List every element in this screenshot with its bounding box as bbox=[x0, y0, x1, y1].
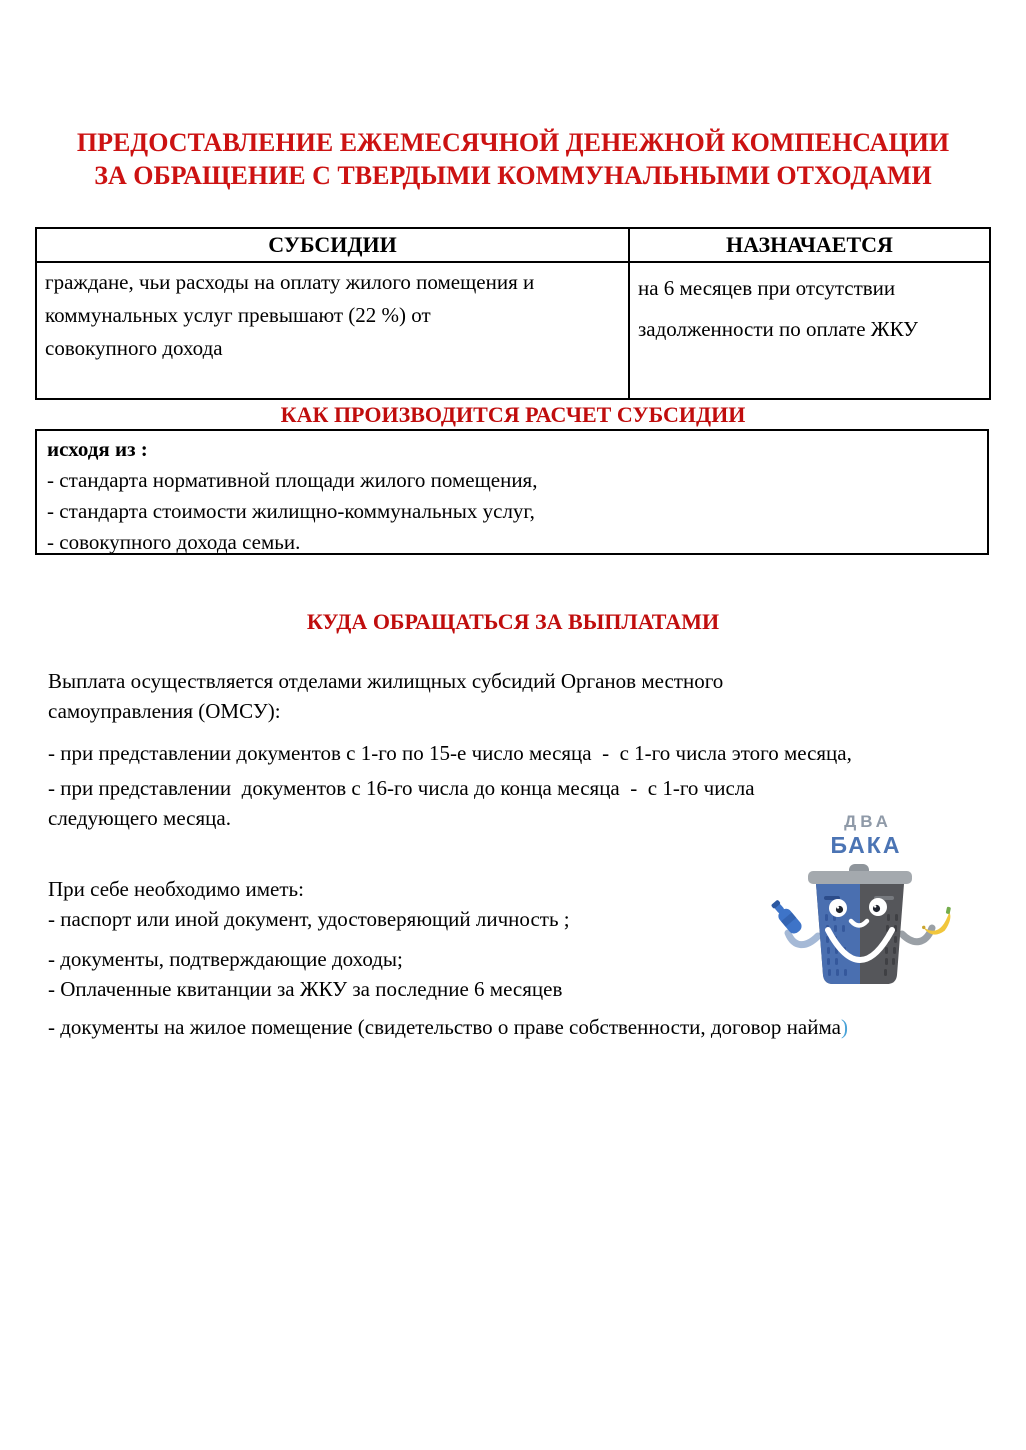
logo-word-dva: ДВА bbox=[844, 812, 892, 831]
left-arm bbox=[788, 933, 818, 945]
page-title bbox=[0, 126, 1026, 192]
where-heading: КУДА ОБРАЩАТЬСЯ ЗА ВЫПЛАТАМИ bbox=[306, 609, 720, 634]
payment-intro-line: Выплата осуществляется отделами жилищных субсидий Органов местного bbox=[48, 669, 724, 693]
payment-bullet-line: следующего месяца. bbox=[48, 806, 231, 830]
assigned-line: задолженности по оплате ЖКУ bbox=[638, 317, 919, 341]
calc-item: - стандарта стоимости жилищно-коммунальных услуг, bbox=[47, 499, 535, 523]
calc-box-lead: исходя из : bbox=[47, 437, 148, 461]
page-title-line2: ЗА ОБРАЩЕНИЕ С ТВЕРДЫМИ КОММУНАЛЬНЫМИ ОТХОДАМИ bbox=[94, 161, 932, 190]
documents-item-text: - документы на жилое помещение (свидетельство о праве собственности, договор найма bbox=[48, 1015, 841, 1039]
payment-info bbox=[48, 666, 998, 833]
page-title-line1: ПРЕДОСТАВЛЕНИЕ ЕЖЕМЕСЯЧНОЙ ДЕНЕЖНОЙ КОМПЕНСАЦИИ bbox=[76, 128, 950, 157]
payment-intro-line: самоуправления (ОМСУ): bbox=[48, 699, 281, 723]
documents-item: - паспорт или иной документ, удостоверяющий личность ; bbox=[48, 907, 570, 931]
assigned-line: на 6 месяцев при отсутствии bbox=[638, 276, 896, 300]
banana-icon bbox=[919, 906, 955, 937]
calc-box bbox=[35, 429, 989, 555]
payment-bullet-line: - при представлении документов с 16-го числа до конца месяца - с 1-го числа bbox=[48, 776, 755, 800]
subsidies-line: совокупного дохода bbox=[45, 336, 223, 360]
documents-item: - Оплаченные квитанции за ЖКУ за последние 6 месяцев bbox=[48, 977, 563, 1001]
bin-lid bbox=[808, 871, 912, 884]
logo-word-baka: БАКА bbox=[830, 832, 902, 858]
calc-item: - стандарта нормативной площади жилого помещения, bbox=[47, 468, 538, 492]
documents-title: При себе необходимо иметь: bbox=[48, 877, 304, 901]
two-bins-logo bbox=[766, 812, 966, 1018]
table-header-assigned: НАЗНАЧАЕТСЯ bbox=[629, 228, 990, 262]
payment-bullet: - при представлении документов с 1-го по 15-е число месяца - с 1-го числа этого месяца, bbox=[48, 741, 852, 765]
table-header-subsidies: СУБСИДИИ bbox=[36, 228, 629, 262]
closing-paren: ) bbox=[840, 1015, 848, 1039]
table-header-row bbox=[36, 228, 990, 262]
table-cell-assigned bbox=[629, 262, 990, 399]
documents-item: - документы, подтверждающие доходы; bbox=[48, 947, 403, 971]
calc-item: - совокупного дохода семьи. bbox=[47, 530, 301, 554]
calc-heading: КАК ПРОИЗВОДИТСЯ РАСЧЕТ СУБСИДИИ bbox=[280, 402, 746, 427]
trash-bin-icon bbox=[766, 862, 966, 1012]
subsidies-line: граждане, чьи расходы на оплату жилого помещения и bbox=[45, 270, 535, 294]
table-cell-subsidies bbox=[36, 262, 629, 399]
table-row bbox=[36, 262, 990, 399]
subsidies-line: коммунальных услуг превышают (22 %) от bbox=[45, 303, 431, 327]
subsidy-table bbox=[35, 227, 991, 400]
